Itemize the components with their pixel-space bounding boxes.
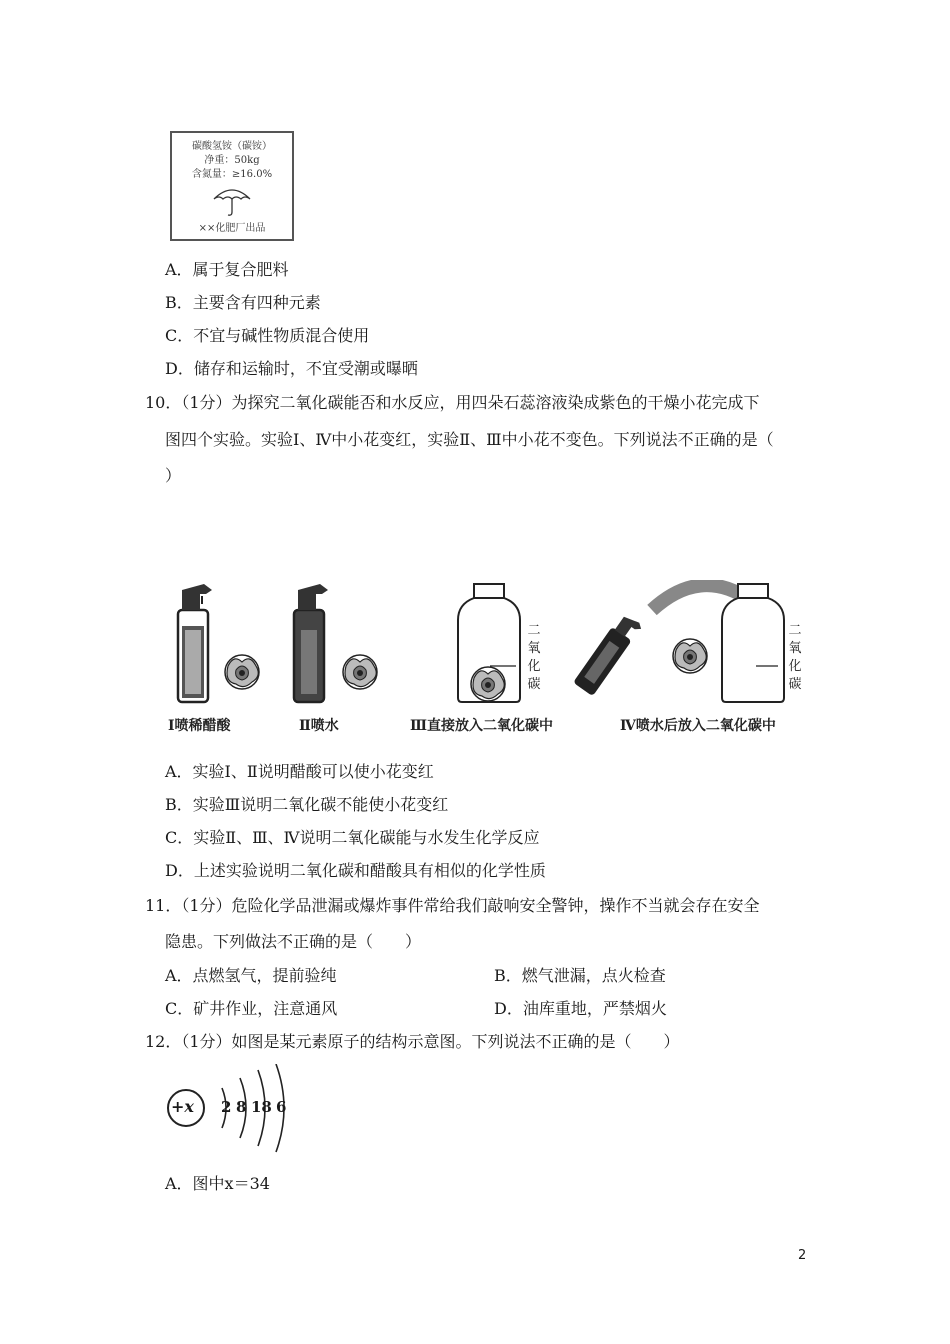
q11-option-b: B．燃气泄漏，点火检查 [494,966,666,985]
q11-stem-line2: 隐患。下列做法不正确的是（ ） [165,932,422,951]
shell-electrons-1: 2 [221,1098,232,1116]
co2-char: 碳 [527,677,541,692]
shell-electrons-4: 6 [276,1098,287,1116]
atom-nucleus-charge: +x [171,1097,194,1116]
q12-option-a: A．图中x＝34 [165,1174,270,1193]
shell-electrons-2: 8 [236,1098,247,1116]
co2-label-iii [527,622,541,694]
q11-option-d: D．油库重地，严禁烟火 [494,999,667,1018]
q10-option-b: B．实验Ⅲ说明二氧化碳不能使小花变红 [165,795,449,814]
q11-option-c: C．矿井作业，注意通风 [165,999,338,1018]
co2-char: 化 [527,659,541,674]
umbrella-icon [212,185,252,217]
q10-option-c: C．实验Ⅱ、Ⅲ、Ⅳ说明二氧化碳能与水发生化学反应 [165,828,540,847]
caption-exp-i: Ⅰ喷稀醋酸 [168,718,231,734]
co2-char: 化 [788,659,802,674]
shell-electrons-3: 18 [251,1098,272,1116]
co2-experiment-figure [160,580,820,710]
q10-stem-line2: 图四个实验。实验Ⅰ、Ⅳ中小花变红，实验Ⅱ、Ⅲ中小花不变色。下列说法不正确的是（ [165,430,774,449]
caption-exp-iv: Ⅳ喷水后放入二氧化碳中 [620,718,776,734]
co2-label-iv [788,622,802,694]
co2-char: 二 [527,623,541,638]
q10-stem-line3: ） [165,466,182,485]
q9-option-a: A．属于复合肥料 [165,260,289,279]
caption-exp-iii: Ⅲ直接放入二氧化碳中 [410,718,554,734]
page-number: 2 [798,1248,807,1263]
label-net-weight: 净重：50kg [204,155,260,166]
caption-exp-ii: Ⅱ喷水 [299,718,339,734]
q10-option-a: A．实验Ⅰ、Ⅱ说明醋酸可以使小花变红 [165,762,434,781]
q10-stem-line1: 10．（1分）为探究二氧化碳能否和水反应，用四朵石蕊溶液染成紫色的干燥小花完成下 [145,393,760,412]
q12-stem: 12．（1分）如图是某元素原子的结构示意图。下列说法不正确的是（ ） [145,1032,680,1051]
q10-option-d: D．上述实验说明二氧化碳和醋酸具有相似的化学性质 [165,861,546,880]
label-nitrogen: 含氮量：≥16.0% [191,169,273,180]
co2-char: 氧 [527,641,541,656]
fertilizer-label-figure [170,131,294,241]
co2-char: 碳 [788,677,802,692]
label-maker: ××化肥厂出品 [198,223,266,234]
q9-option-d: D．储存和运输时，不宜受潮或曝晒 [165,359,418,378]
q9-option-b: B．主要含有四种元素 [165,293,321,312]
q9-option-c: C．不宜与碱性物质混合使用 [165,326,370,345]
co2-char: 氧 [788,641,802,656]
q11-option-a: A．点燃氢气，提前验纯 [165,966,337,985]
q11-stem-line1: 11．（1分）危险化学品泄漏或爆炸事件常给我们敲响安全警钟，操作不当就会存在安全 [145,896,760,915]
label-name: 碳酸氢铵（碳铵） [192,141,272,152]
co2-char: 二 [788,623,802,638]
